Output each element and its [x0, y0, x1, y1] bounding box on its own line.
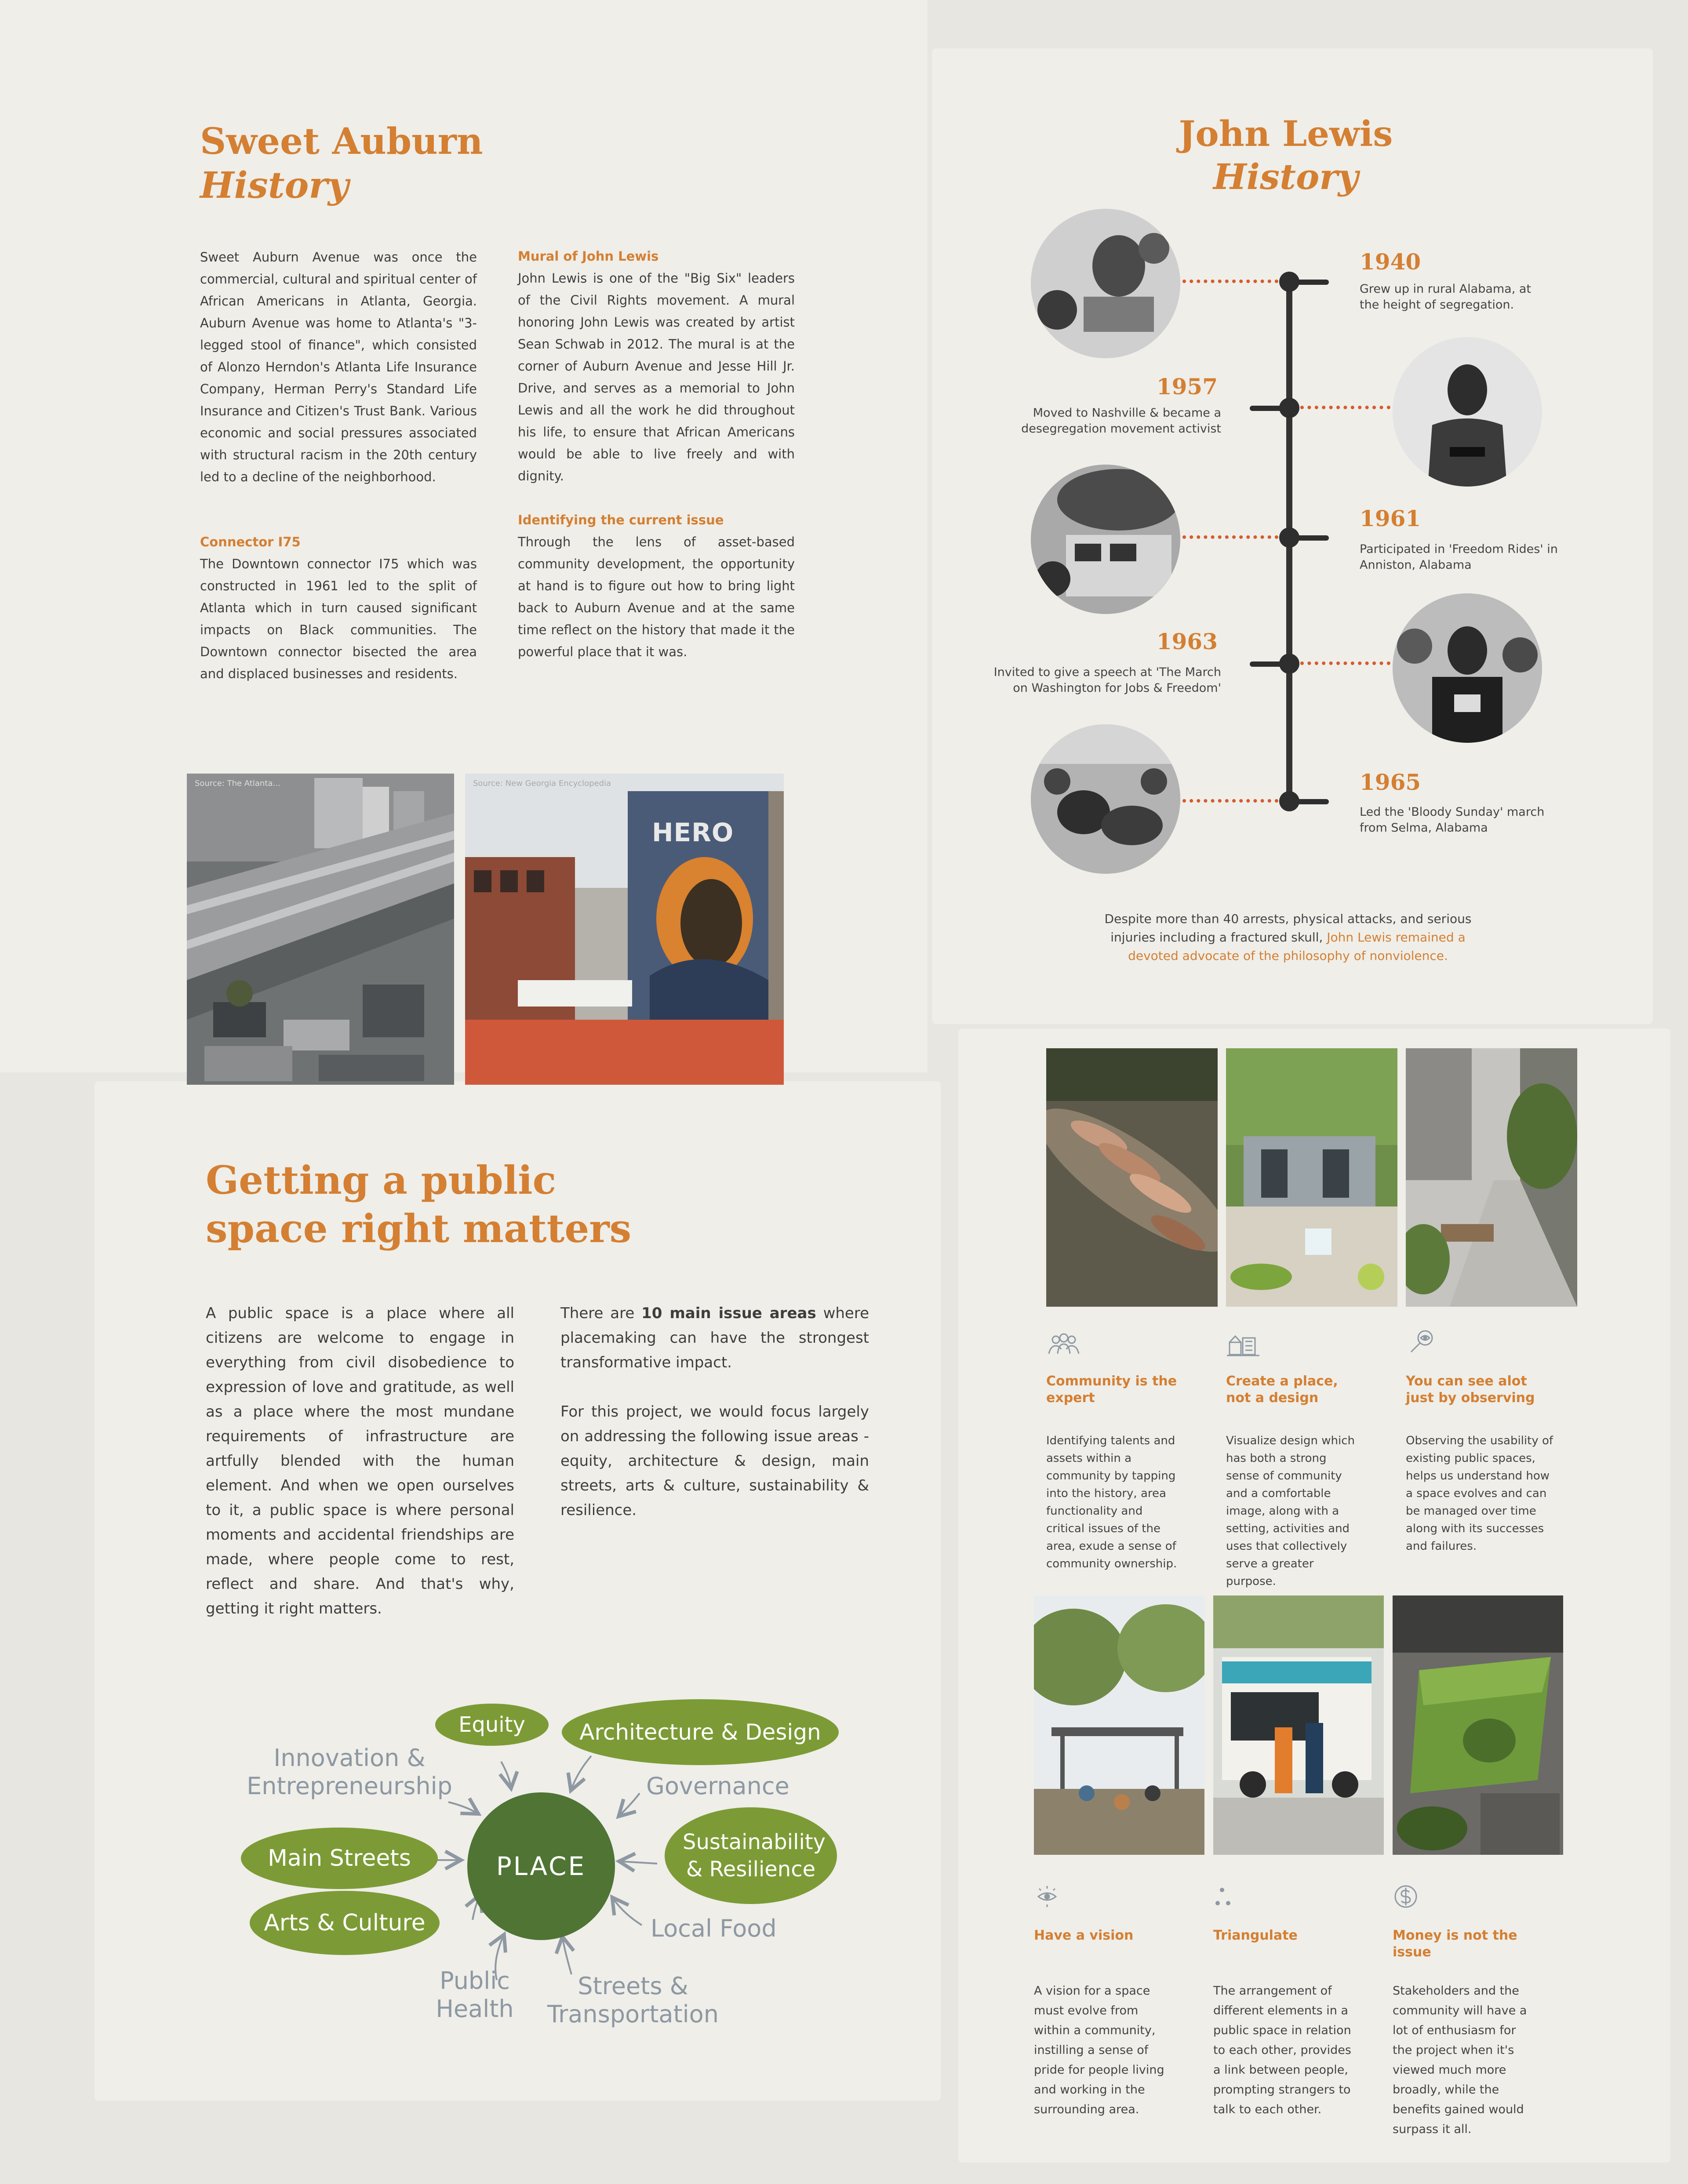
walkway-photo: [1406, 1048, 1577, 1307]
hands-photo-art: [1046, 1048, 1218, 1307]
issue-areas-post: where placemaking can have the strongest transformative impact.: [560, 1305, 869, 1371]
title-line-2: History: [200, 164, 349, 207]
place-label: PLACE: [496, 1851, 586, 1881]
text-1961: Participated in 'Freedom Rides' in Anniston, Alabama: [1360, 542, 1558, 572]
mural-sign-text: HERO: [652, 818, 734, 847]
magnifier-eye-icon: [1406, 1328, 1441, 1355]
three-dots-icon: [1213, 1885, 1248, 1911]
year-1957: 1957: [1156, 374, 1218, 400]
node-main-streets: [241, 1828, 438, 1889]
vision-eye-icon: [1034, 1883, 1069, 1910]
node-architecture: [562, 1699, 839, 1765]
sustainability-label: Sustainability & Resilience: [683, 1830, 826, 1882]
plaza-photo-art: [1226, 1048, 1397, 1307]
public-space-left-text: A public space is a place where all citizens are welcome to engage in everything from civil disobedience to expression of love and gratitude, as well as a place where the most mundane requirements of infrastructure are artfully blended with the human element. And when we open ourselves to it, a public space is where personal moments and accidental friendships are made, where people come to rest, reflect and share. And that's why, getting it right matters.: [206, 1305, 514, 1617]
principle-5-title: Triangulate: [1213, 1928, 1298, 1943]
food-truck-art: [1213, 1595, 1384, 1855]
issue-areas-pre: There are: [560, 1305, 635, 1322]
text-1940: Grew up in rural Alabama, at the height of segregation.: [1360, 282, 1532, 312]
issue-areas-bold: 10 main issue areas: [641, 1305, 816, 1322]
issue-title: Identifying the current issue: [518, 512, 724, 527]
principle-1-title: Community is the expert: [1046, 1374, 1177, 1406]
year-1963: 1963: [1156, 629, 1218, 654]
principle-6-title: Money is not the issue: [1393, 1928, 1517, 1960]
connector-text: The Downtown connector I75 which was constructed in 1961 led to the split of Atlanta which in turn caused significant impacts on Black communities. The Downtown connector bisected the area and displaced businesses and residents.: [200, 556, 477, 681]
title-line-1: Sweet Auburn: [200, 120, 483, 163]
text-1963: Invited to give a speech at 'The March on Washington for Jobs & Freedom': [993, 665, 1221, 695]
park-photo-art: [1034, 1595, 1204, 1855]
equity-label: Equity: [458, 1712, 525, 1737]
mural-source-label: Source: New Georgia Encyclopedia: [473, 779, 611, 788]
ps-title-line-1: Getting a public: [206, 1157, 557, 1203]
park-gathering-photo: [1034, 1595, 1204, 1855]
rooftop-garden-photo: [1393, 1595, 1563, 1855]
walkway-photo-art: [1406, 1048, 1577, 1307]
sweet-auburn-intro: Sweet Auburn Avenue was once the commercial, cultural and spiritual center of African Americans in Atlanta, Georgia. Auburn Avenue was home to Atlanta's "3-legged stool of finance", which consisted of Alonzo Herndon's Atlanta Life Insurance Company, Herman Perry's Standard Life Insurance and Citizen's Trust Bank. Various economic and social pressures associated with structural racism in the 20th century led to a decline of the neighborhood.: [200, 250, 477, 484]
node-sustainability: [665, 1807, 837, 1904]
main-streets-label: Main Streets: [268, 1845, 411, 1871]
principle-3-title: You can see alot just by observing: [1406, 1374, 1535, 1406]
mural-title: Mural of John Lewis: [518, 249, 659, 264]
jl-title-line-1: John Lewis: [1179, 113, 1393, 154]
ps-title-line-2: space right matters: [206, 1206, 632, 1251]
focus-areas-text: For this project, we would focus largely on addressing the following issue areas - equity, architecture & design, main streets, arts & culture, sustainability & resilience.: [560, 1403, 869, 1519]
node-public-health: Public Health: [436, 1967, 514, 2023]
node-innovation: Innovation & Entrepreneurship: [247, 1744, 452, 1800]
text-1965: Led the 'Bloody Sunday' march from Selma, Alabama: [1360, 805, 1545, 835]
plaza-photo: [1226, 1048, 1397, 1307]
issue-text: Through the lens of asset-based community development, the opportunity at hand is to figure out how to bring light back to Auburn Avenue and at the same time reflect on the history that made it the powerful place that it was.: [518, 534, 795, 659]
connector-title: Connector I75: [200, 534, 301, 549]
year-1961: 1961: [1360, 505, 1421, 531]
people-group-icon: [1046, 1332, 1081, 1358]
principle-6-text: Stakeholders and the community will have a lot of enthusiasm for the project when it's viewed much more broadly, while the benefits gained would surpass it all.: [1393, 1984, 1527, 2136]
principle-4-title: Have a vision: [1034, 1928, 1134, 1943]
principle-2-text: Visualize design which has both a strong sense of community and a comfortable image, along with a setting, activities and uses that collectively serve a greater purpose.: [1226, 1434, 1355, 1588]
mural-text: John Lewis is one of the "Big Six" leaders of the Civil Rights movement. A mural honoring John Lewis was created by artist Sean Schwab in 2012. The mural is at the corner of Auburn Avenue and Jesse Hill Jr. Drive, and serves as a memorial to John Lewis and all the work he did throughout his life, to ensure that African Americans would be able to live freely and with dignity.: [518, 271, 795, 483]
principle-3-text: Observing the usability of existing public spaces, helps us understand how a space evolves and can be managed over time along with its successes and failures.: [1406, 1434, 1553, 1553]
node-place: [467, 1792, 615, 1940]
building-place-icon: [1226, 1332, 1261, 1358]
architecture-label: Architecture & Design: [579, 1719, 821, 1745]
arts-label: Arts & Culture: [264, 1910, 426, 1936]
node-local-food: Local Food: [651, 1915, 777, 1942]
photo-source-label: Source: The Atlanta...: [195, 779, 280, 788]
dollar-coin-icon: [1393, 1883, 1428, 1910]
jl-title-line-2: History: [1213, 156, 1358, 197]
rooftop-garden-art: [1393, 1595, 1563, 1855]
node-arts-culture: [250, 1891, 440, 1955]
year-1965: 1965: [1360, 769, 1421, 795]
hands-photo: [1046, 1048, 1218, 1307]
food-truck-photo: [1213, 1595, 1384, 1855]
principle-1-text: Identifying talents and assets within a community by tapping into the history, area functionality and critical issues of the area, exude a sense of community ownership.: [1046, 1434, 1177, 1570]
principle-2-title: Create a place, not a design: [1226, 1374, 1338, 1406]
summary-plain: Despite more than 40 arrests, physical attacks, and serious injuries including a fractured skull,: [1104, 912, 1472, 945]
summary-highlight: John Lewis remained a devoted advocate of the philosophy of nonviolence.: [1128, 930, 1466, 963]
node-equity: [435, 1704, 549, 1746]
node-streets: Streets & Transportation: [547, 1972, 719, 2028]
year-1940: 1940: [1360, 249, 1421, 275]
text-1957: Moved to Nashville & became a desegregation movement activist: [1021, 406, 1221, 436]
principle-4-text: A vision for a space must evolve from within a community, instilling a sense of pride for people living and working in the surrounding area.: [1034, 1984, 1164, 2116]
principle-5-text: The arrangement of different elements in a public space in relation to each other, provides a link between people, prompting strangers to talk to each other.: [1213, 1984, 1351, 2116]
node-governance: Governance: [646, 1772, 789, 1800]
